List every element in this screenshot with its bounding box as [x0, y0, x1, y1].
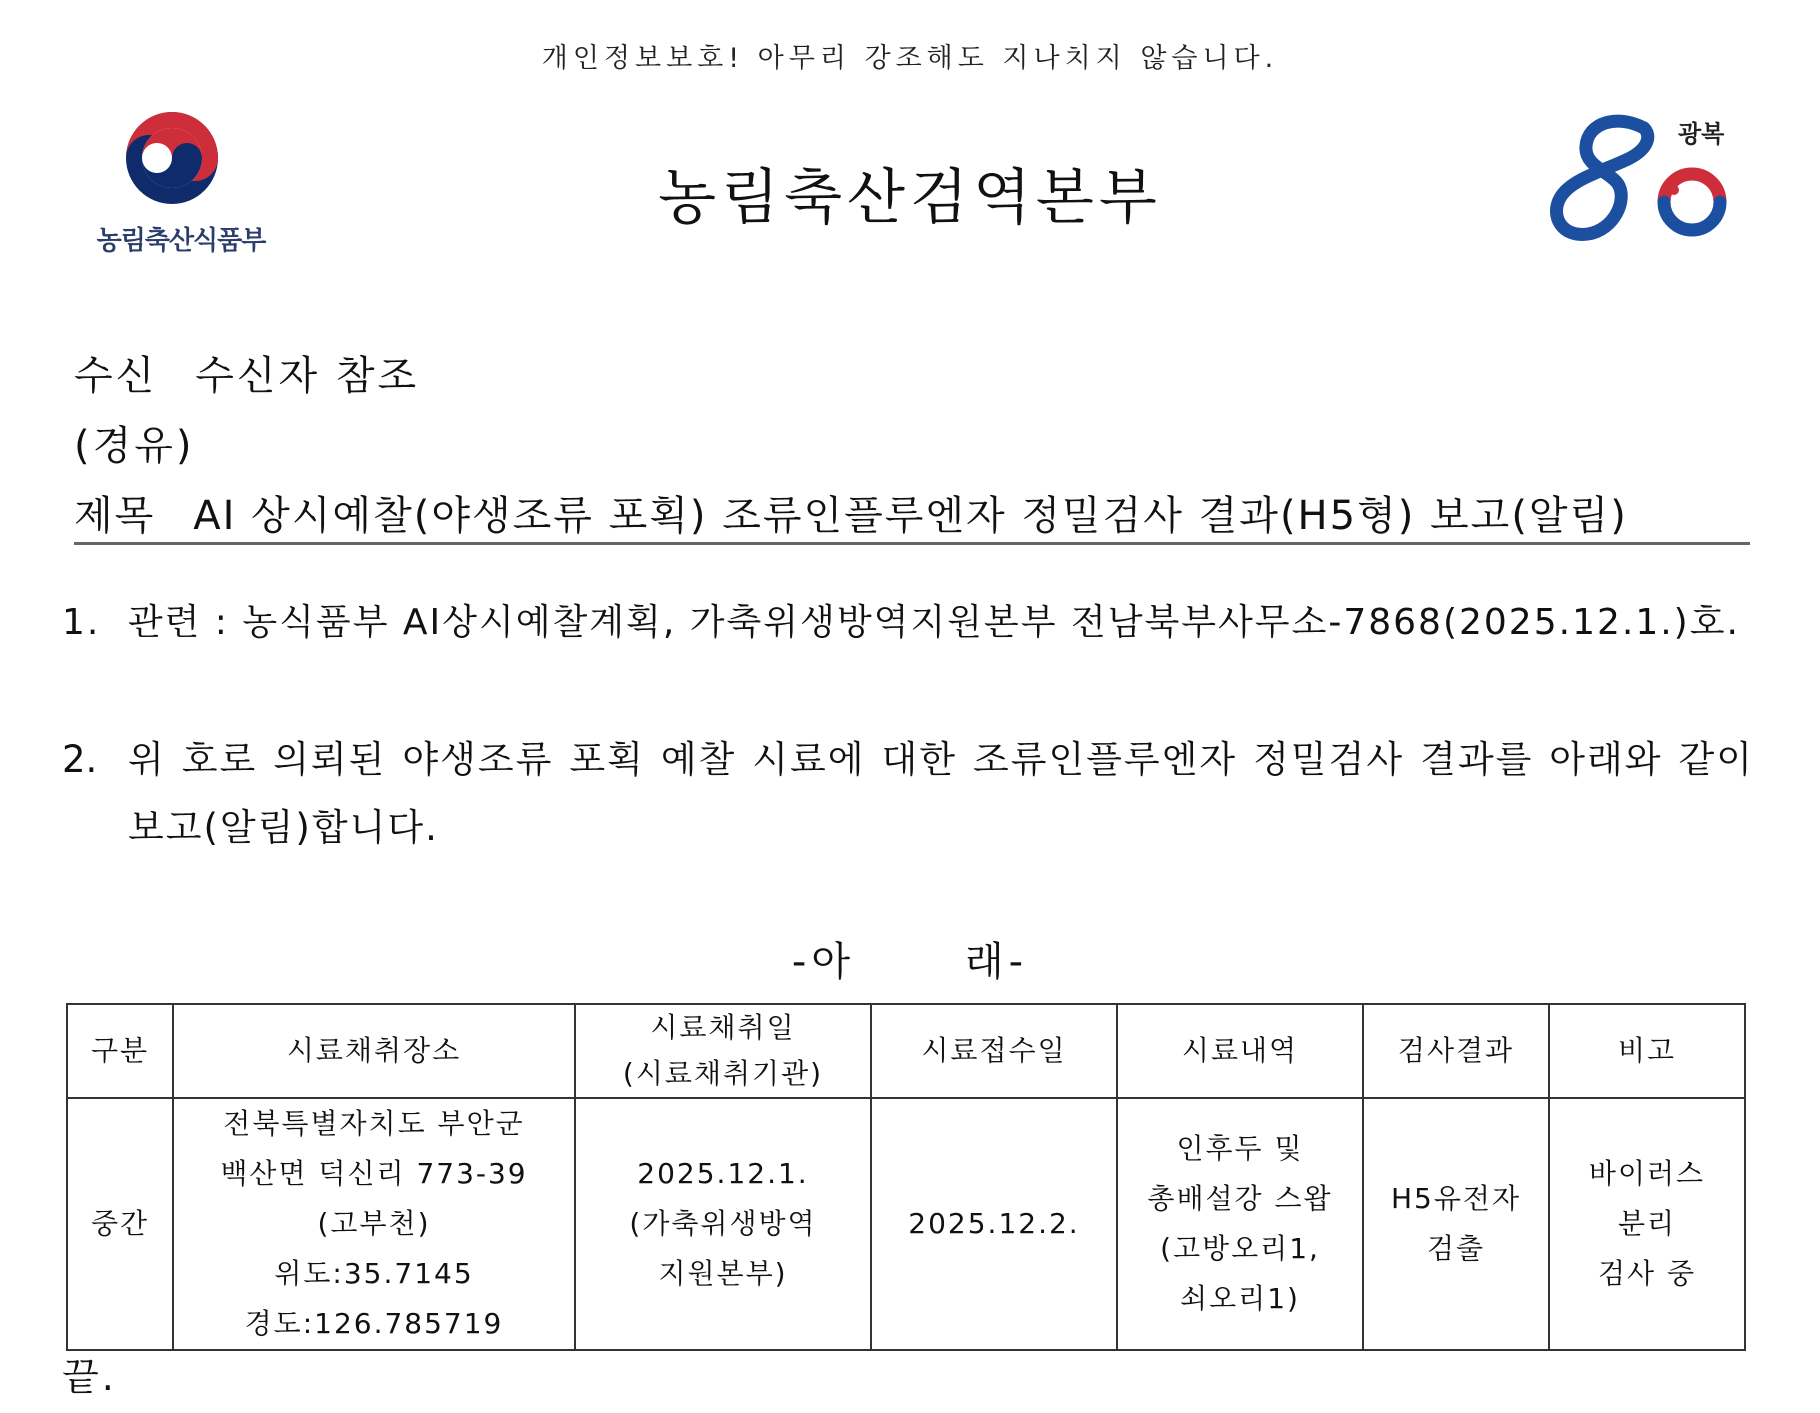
item-1-number: 1. [62, 602, 101, 643]
body-item-2 [62, 726, 1754, 862]
header-remarks: 비고 [1549, 1004, 1745, 1098]
recipient-label: 수신 [74, 353, 158, 399]
item-2-text: 위 호로 의뢰된 야생조류 포획 예찰 시료에 대한 조류인플루엔자 정밀검사 결과를 아래와 같이 보고(알림)합니다. [128, 738, 1754, 849]
header-divider [74, 542, 1750, 545]
privacy-slogan: 개인정보보호! 아무리 강조해도 지나치지 않습니다. [541, 43, 1279, 74]
ministry-logo-label: 농림축산식품부 [96, 226, 266, 256]
remarks-line-1: 바이러스 [1588, 1157, 1706, 1190]
header-location: 시료채취장소 [173, 1004, 575, 1098]
remarks-line-2: 분리 [1617, 1207, 1677, 1240]
subject-value: AI 상시예찰(야생조류 포획) 조류인플루엔자 정밀검사 결과(H5형) 보고(알림) [193, 493, 1628, 539]
remarks-line-3: 검사 중 [1597, 1257, 1697, 1290]
anniversary-logo-label: 광복 [1678, 120, 1725, 148]
inspection-result-table [66, 1003, 1746, 1351]
location-longitude: 경도:126.785719 [244, 1307, 504, 1340]
header-collection-date-line-2: (시료채취기관) [622, 1057, 824, 1090]
recipient-value: 수신자 참조 [195, 353, 420, 399]
cell-sample-details [1117, 1098, 1363, 1350]
below-heading [0, 930, 1820, 987]
recipient-row [74, 344, 419, 401]
subject-row [74, 484, 1628, 541]
result-line-1: H5유전자 [1390, 1182, 1521, 1215]
cell-category: 중간 [67, 1098, 173, 1350]
header-sample-details: 시료내역 [1117, 1004, 1363, 1098]
subject-label: 제목 [74, 493, 156, 539]
collection-date: 2025.12.1. [637, 1157, 809, 1190]
organization-title: 농림축산검역본부 [658, 163, 1162, 233]
collection-agency-line-1: (가축위생방역 [629, 1207, 817, 1240]
cell-remarks [1549, 1098, 1745, 1350]
item-1-text: 관련 : 농식품부 AI상시예찰계획, 가축위생방역지원본부 전남북부사무소-7868(2025.12.1.)호. [127, 602, 1740, 643]
via-row [74, 414, 195, 471]
sample-line-4: 쇠오리1) [1180, 1282, 1300, 1315]
location-line-3: (고부천) [317, 1207, 431, 1240]
cell-receipt-date: 2025.12.2. [871, 1098, 1117, 1350]
location-latitude: 위도:35.7145 [274, 1257, 474, 1290]
header-collection-date-line-1: 시료채취일 [650, 1011, 796, 1044]
sample-line-3: (고방오리1, [1160, 1232, 1320, 1265]
end-mark: 끝. [62, 1355, 117, 1399]
body-item-1 [62, 594, 1740, 645]
item-2-number: 2. [62, 738, 98, 781]
collection-agency-line-2: 지원본부) [658, 1257, 788, 1290]
via-label: (경유) [74, 423, 195, 469]
header-category: 구분 [67, 1004, 173, 1098]
header-collection-date [575, 1004, 871, 1098]
header-result: 검사결과 [1363, 1004, 1549, 1098]
below-heading-right: 래- [965, 939, 1029, 985]
anniversary-logo [1548, 106, 1748, 266]
location-line-1: 전북특별자치도 부안군 [223, 1107, 525, 1140]
sample-line-1: 인후두 및 [1176, 1132, 1304, 1165]
result-line-2: 검출 [1426, 1232, 1486, 1265]
cell-result [1363, 1098, 1549, 1350]
cell-location [173, 1098, 575, 1350]
table-header-row [67, 1004, 1745, 1098]
cell-collection-date [575, 1098, 871, 1350]
sample-line-2: 총배설강 스왑 [1147, 1182, 1333, 1215]
below-heading-left: -아 [791, 939, 855, 985]
location-line-2: 백산면 덕신리 773-39 [220, 1157, 528, 1190]
header-receipt-date: 시료접수일 [871, 1004, 1117, 1098]
table-row [67, 1098, 1745, 1350]
